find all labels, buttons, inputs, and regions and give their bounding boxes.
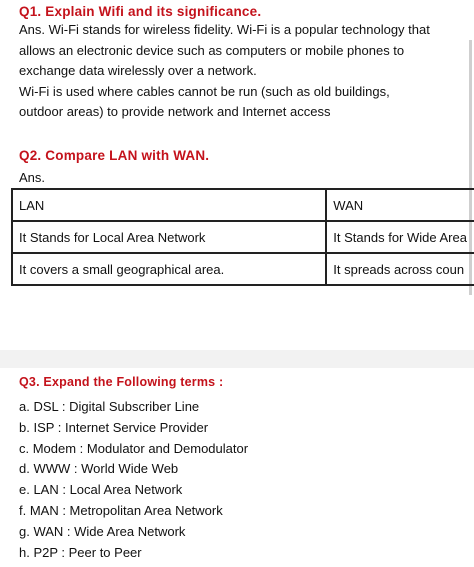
list-item: h. P2P : Peer to Peer bbox=[19, 544, 142, 560]
list-item: d. WWW : World Wide Web bbox=[19, 461, 179, 477]
table-row bbox=[12, 253, 474, 285]
q3-terms-list bbox=[19, 397, 248, 563]
lan-wan-comparison-table bbox=[11, 188, 474, 286]
table-header-row bbox=[12, 189, 474, 221]
list-item: c. Modem : Modulator and Demodulator bbox=[19, 440, 249, 456]
section-divider bbox=[0, 350, 474, 368]
q1-answer-line: allows an electronic device such as computers or mobile phones to bbox=[19, 42, 405, 58]
q1-answer-line: Wi-Fi is used where cables cannot be run (such as old buildings, bbox=[19, 83, 390, 99]
table-header-lan: LAN bbox=[12, 189, 326, 221]
q1-title: Q1. Explain Wifi and its significance. bbox=[19, 4, 262, 19]
list-item: e. LAN : Local Area Network bbox=[19, 482, 183, 498]
q3-title: Q3. Expand the Following terms : bbox=[19, 375, 224, 389]
table-cell: It covers a small geographical area. bbox=[12, 253, 326, 285]
q1-answer-line: Ans. Wi-Fi stands for wireless fidelity. Wi-Fi is a popular technology that bbox=[19, 22, 430, 37]
table-header-wan: WAN bbox=[326, 189, 474, 221]
q1-answer-line: exchange data wirelessly over a network. bbox=[19, 63, 257, 78]
table-cell: It spreads across coun bbox=[326, 253, 474, 285]
list-item: f. MAN : Metropolitan Area Network bbox=[19, 502, 223, 518]
list-item: g. WAN : Wide Area Network bbox=[19, 523, 186, 539]
list-item: a. DSL : Digital Subscriber Line bbox=[19, 399, 200, 414]
q1-answer bbox=[19, 20, 467, 123]
q2-title: Q2. Compare LAN with WAN. bbox=[19, 148, 210, 163]
list-item: b. ISP : Internet Service Provider bbox=[19, 419, 209, 435]
q1-answer-line: outdoor areas) to provide network and Internet access bbox=[19, 104, 331, 119]
table-row bbox=[12, 221, 474, 253]
q2-ans-label: Ans. bbox=[19, 170, 46, 185]
table-cell: It Stands for Wide Area bbox=[326, 221, 474, 253]
table-cell: It Stands for Local Area Network bbox=[12, 221, 326, 253]
